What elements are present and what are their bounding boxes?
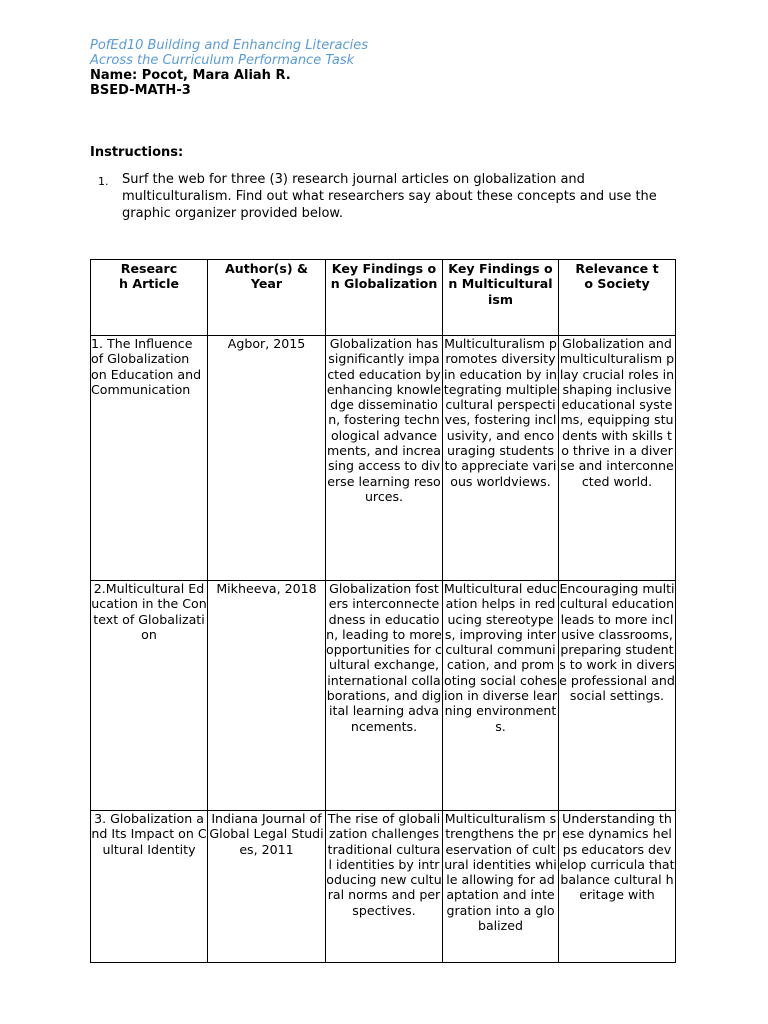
task-title: Across the Curriculum Performance Task <box>90 53 355 68</box>
table-row <box>91 581 676 811</box>
cell-relevance: Globalization and multiculturalism play crucial roles in shaping inclusive educational systems, equipping students with skills to thrive in a diverse and interconnected world. <box>559 336 676 581</box>
header-findings-multiculturalism: Key Findings on Multiculturalism <box>443 260 559 336</box>
course-title: PofEd10 Building and Enhancing Literacies <box>90 38 369 53</box>
table-row <box>91 811 676 963</box>
cell-relevance: Encouraging multicultural education leads to more inclusive classrooms, preparing students to work in diverse professional and social settings. <box>559 581 676 811</box>
instructions-heading: Instructions: <box>90 145 184 160</box>
cell-author: Agbor, 2015 <box>208 336 326 581</box>
cell-article: 2.Multicultural Education in the Context of Globalization <box>91 581 208 811</box>
header-findings-globalization: Key Findings on Globalization <box>326 260 443 336</box>
header-authors-year: Author(s) & Year <box>208 260 326 336</box>
cell-author: Mikheeva, 2018 <box>208 581 326 811</box>
cell-author: Indiana Journal of Global Legal Studies, 2011 <box>208 811 326 963</box>
graphic-organizer-table <box>90 259 676 963</box>
header-relevance: Relevance to Society <box>559 260 676 336</box>
cell-article: 1. The Influence of Globalization on Education and Communication <box>91 336 208 581</box>
cell-article: 3. Globalization and Its Impact on Cultural Identity <box>91 811 208 963</box>
cell-globalization: Globalization has significantly impacted education by enhancing knowledge dissemination, fostering technological advancements, and increasing access to diverse learning resources. <box>326 336 443 581</box>
cell-multiculturalism: Multiculturalism promotes diversity in education by integrating multiple cultural perspectives, fostering inclusivity, and encouraging students to appreciate various worldviews. <box>443 336 559 581</box>
header-research-article: Research Article <box>91 260 208 336</box>
cell-globalization: Globalization fosters interconnectedness in education, leading to more opportunities for cultural exchange, international collaborations, and digital learning advancements. <box>326 581 443 811</box>
student-name: Name: Pocot, Mara Aliah R. <box>90 68 291 83</box>
table-header-row <box>91 260 676 336</box>
cell-multiculturalism: Multiculturalism strengthens the preservation of cultural identities while allowing for adaptation and integration into a globalized <box>443 811 559 963</box>
list-item-text: Surf the web for three (3) research journal articles on globalization and multiculturalism. Find out what researchers say about these concepts and use the graphic organizer provided below. <box>122 172 657 221</box>
student-section: BSED-MATH-3 <box>90 83 191 98</box>
cell-multiculturalism: Multicultural education helps in reducing stereotypes, improving intercultural communication, and promoting social cohesion in diverse learning environments. <box>443 581 559 811</box>
list-item-number: 1. <box>98 175 109 188</box>
cell-globalization: The rise of globalization challenges traditional cultural identities by introducing new cultural norms and perspectives. <box>326 811 443 963</box>
cell-relevance: Understanding these dynamics helps educators develop curricula that balance cultural heritage with <box>559 811 676 963</box>
table-row <box>91 336 676 581</box>
